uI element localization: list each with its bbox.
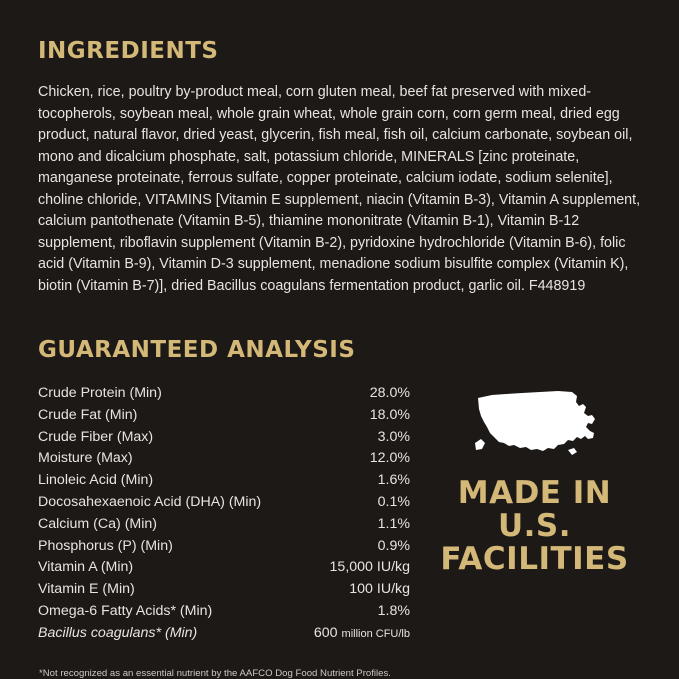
nutrient-value: 1.8% — [377, 602, 410, 619]
ingredients-text: Chicken, rice, poultry by-product meal, corn gluten meal, beef fat preserved with mixed-tocopherols, soybean meal, whole grain wheat, whole grain corn, corn germ meal, dried egg product, natural flavor, dried yeast, glycerin, fish meal, fish oil, calcium carbonate, soybean oil, mono and dicalcium phosphate, salt, potassium chloride, MINERALS [zinc proteinate, manganese proteinate, ferrous sulfate, copper proteinate, calcium iodate, sodium selenite], choline chloride, VITAMINS [Vitamin E supplement, niacin (Vitamin B-3), Vitamin A supplement, calcium pantothenate (Vitamin B-5), thiamine mononitrate (Vitamin B-1), Vitamin B-12 supplement, riboflavin supplement (Vitamin B-2), pyridoxine hydrochloride (Vitamin B-6), folic acid (Vitamin B-9), Vitamin D-3 supplement, menadione sodium bisulfite complex (Vitamin K), biotin (Vitamin B-7)], dried Bacillus coagulans fermentation product, garlic oil. F448919 — [38, 84, 641, 294]
nutrient-value: 0.1% — [377, 493, 410, 510]
nutrient-value: 15,000 IU/kg — [329, 559, 410, 576]
table-row — [38, 536, 410, 558]
table-row — [38, 427, 410, 449]
nutrient-name: Vitamin E (Min) — [38, 581, 135, 598]
nutrient-name: Bacillus coagulans* (Min) — [38, 624, 198, 641]
nutrient-value: 18.0% — [369, 406, 410, 423]
nutrient-name: Phosphorus (P) (Min) — [38, 537, 173, 554]
nutrient-value: 1.1% — [377, 515, 410, 532]
badge-line-1: MADE IN — [457, 475, 612, 511]
table-row — [38, 601, 410, 623]
nutrient-name: Crude Protein (Min) — [38, 385, 162, 401]
guaranteed-analysis-footnote: *Not recognized as an essential nutrient by the AAFCO Dog Food Nutrient Profiles. — [39, 667, 391, 679]
nutrient-name: Crude Fat (Min) — [38, 406, 138, 423]
nutrient-value: 100 IU/kg — [349, 581, 410, 598]
table-row — [38, 579, 410, 601]
usa-map-icon — [470, 387, 600, 465]
made-in-usa-text — [440, 477, 628, 576]
table-row — [38, 557, 410, 579]
nutrient-name: Calcium (Ca) (Min) — [38, 515, 158, 532]
nutrient-name: Moisture (Max) — [38, 450, 133, 467]
ingredients-heading: INGREDIENTS — [38, 38, 219, 64]
nutrient-value: 12.0% — [369, 450, 410, 467]
made-in-usa-badge — [410, 381, 641, 576]
nutrient-value-number: 600 — [313, 624, 338, 641]
table-row — [38, 623, 410, 646]
table-row — [38, 383, 410, 405]
guaranteed-analysis-section — [38, 337, 641, 679]
nutrient-value-unit: million CFU/lb — [341, 627, 410, 640]
table-row — [38, 405, 410, 427]
guaranteed-analysis-heading: GUARANTEED ANALYSIS — [38, 337, 356, 363]
nutrient-value: 1.6% — [377, 472, 410, 489]
guaranteed-analysis-table-wrap — [38, 381, 410, 679]
nutrient-name: Linoleic Acid (Min) — [38, 472, 154, 489]
guaranteed-analysis-table — [38, 383, 410, 646]
nutrient-value: 28.0% — [369, 385, 410, 401]
nutrient-value — [290, 623, 410, 646]
nutrient-name: Omega-6 Fatty Acids* (Min) — [38, 602, 213, 619]
badge-line-2: U.S. — [497, 508, 572, 544]
nutrient-name: Crude Fiber (Max) — [38, 428, 154, 445]
nutrient-name: Docosahexaenoic Acid (DHA) (Min) — [38, 493, 262, 510]
table-row — [38, 514, 410, 536]
table-row — [38, 448, 410, 470]
table-row — [38, 470, 410, 492]
table-row — [38, 492, 410, 514]
nutrient-value: 0.9% — [377, 537, 410, 554]
nutrient-value: 3.0% — [377, 428, 410, 445]
badge-line-3: FACILITIES — [440, 541, 629, 577]
nutrient-name: Vitamin A (Min) — [38, 559, 134, 576]
